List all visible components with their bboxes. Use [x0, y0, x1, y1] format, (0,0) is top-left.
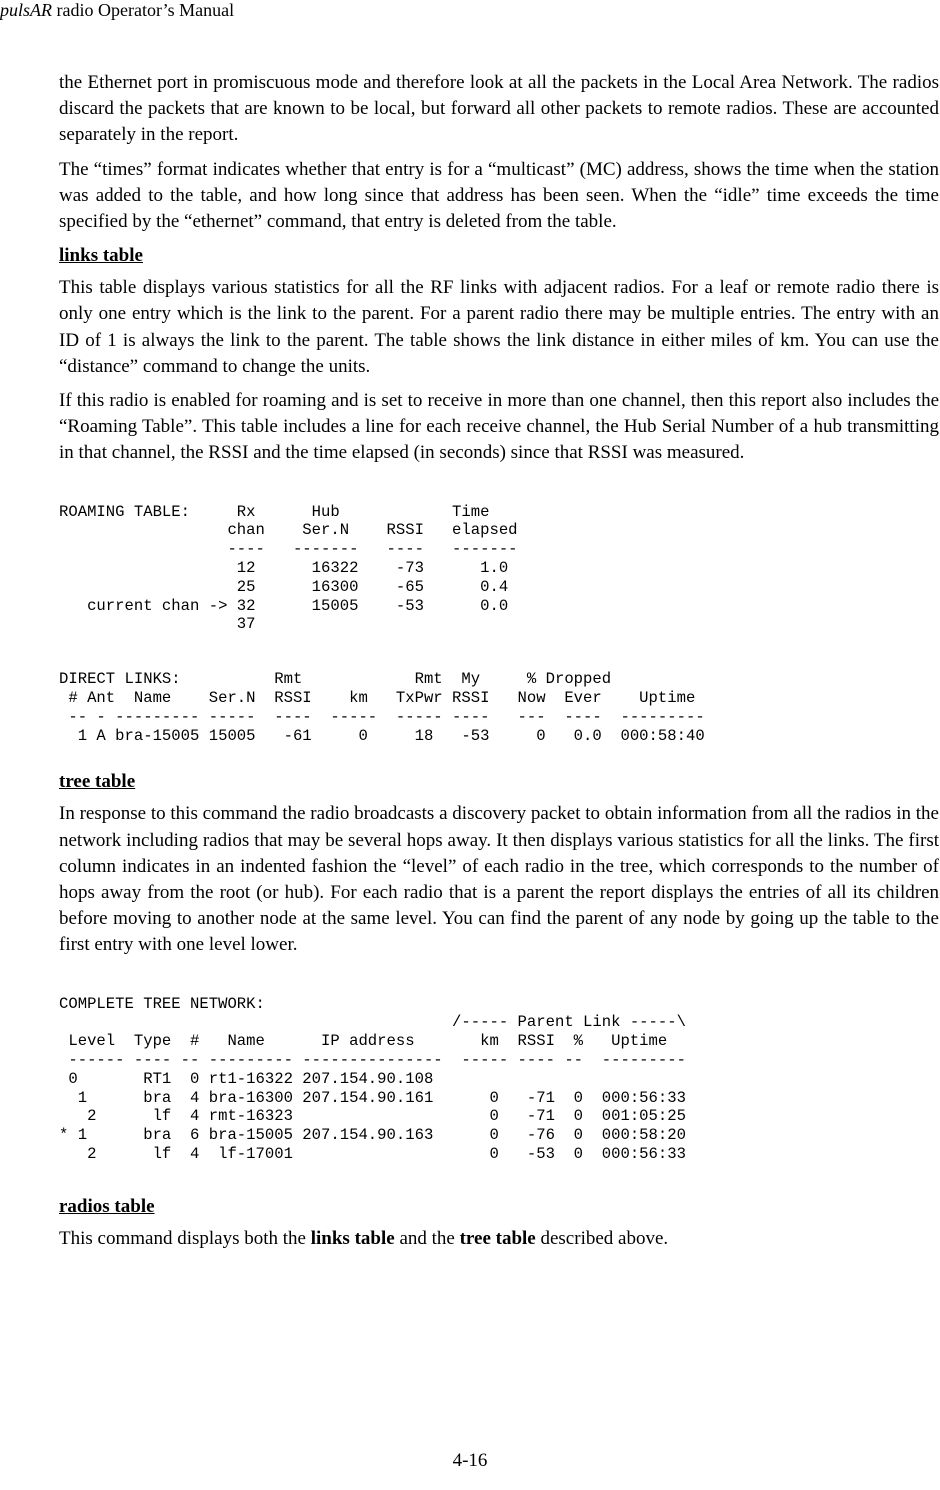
radios-text-before: This command displays both the	[59, 1227, 311, 1249]
spacer	[59, 967, 939, 995]
heading-tree-table: tree table	[59, 771, 136, 793]
paragraph-tree-table: In response to this command the radio broadcasts a discovery packet to obtain information from all the radios in the network including radios that may be several hops away. It then displays various statistics for all the links. The first column indicates in an indented fashion the “level” of each radio in the tree, which corresponds to the number of hops away from the root (or hub). For each radio that is a parent the report displays the entries of all its children before moving to another node at the same level. You can find the parent of any node by going up the table to the first entry with one level lower.	[59, 803, 939, 956]
radios-text-mid: and the	[394, 1227, 460, 1249]
spacer	[59, 745, 939, 769]
page-content	[59, 70, 939, 1260]
header-title: radio Operator’s Manual	[52, 0, 235, 20]
heading-links-table: links table	[59, 245, 143, 267]
paragraph-radios-table	[59, 1226, 939, 1252]
spacer	[59, 634, 939, 670]
roaming-table-output: ROAMING TABLE: Rx Hub Time chan Ser.N RSSI elapsed ---- ------- ---- ------- 12 16322 -73 1.0 25 16300 -65 0.4 current chan -> 32 15005 -53 0.0 37	[59, 502, 518, 634]
paragraph-times-format: The “times” format indicates whether that entry is for a “multicast” (MC) address, shows the time when the station was added to the table, and how long since that address has been seen. When the “idle” time exceeds the time specified by the “ethernet” command, that entry is deleted from the table.	[59, 158, 939, 233]
spacer	[59, 1164, 939, 1194]
paragraph-links-table: This table displays various statistics for all the RF links with adjacent radios. For a leaf or remote radio there is only one entry which is the link to the parent. For a parent radio there may be multiple entries. The entry with an ID of 1 is always the link to the parent. The table shows the link distance in either miles of km. You can use the “distance” command to change the units.	[59, 277, 939, 377]
paragraph-ethernet-promiscuous: the Ethernet port in promiscuous mode and therefore look at all the packets in the Local Area Network. The radios discard the packets that are known to be local, but forward all other packets to remote radios. These are accounted separately in the report.	[59, 72, 939, 146]
page-number: 4-16	[452, 1450, 488, 1471]
radios-text-after: described above.	[535, 1227, 669, 1249]
header-brand: pulsAR	[0, 0, 52, 20]
tree-network-output: COMPLETE TREE NETWORK: /----- Parent Link -----\ Level Type # Name IP address km RSSI % Uptime ------ ---- -- --------- --------------- ----- ---- -- --------- 0 RT1 0 rt1-16322 207.154.90.108 1 bra 4 bra-16300 207.154.90.161 0 -71 0 000:56:33 2 lf 4 rmt-16323 0 -71 0 001:05:25 * 1 bra 6 bra-15005 207.154.90.163 0 -76 0 000:58:20 2 lf 4 lf-17001 0 -53 0 000:56:33	[59, 994, 686, 1163]
spacer	[59, 475, 939, 503]
radios-text-links-table: links table	[310, 1227, 395, 1249]
paragraph-roaming: If this radio is enabled for roaming and is set to receive in more than one channel, then this report also includes the “Roaming Table”. This table includes a line for each receive channel, the Hub Serial Number of a hub transmitting in that channel, the RSSI and the time elapsed (in seconds) since that RSSI was measured.	[59, 390, 939, 464]
heading-radios-table: radios table	[59, 1195, 155, 1217]
radios-text-tree-table: tree table	[459, 1227, 536, 1249]
direct-links-output: DIRECT LINKS: Rmt Rmt My % Dropped # Ant Name Ser.N RSSI km TxPwr RSSI Now Ever Uptime -- - --------- ----- ---- ----- ----- ---- --- ---- --------- 1 A bra-15005 15005 -61 0 18 -53 0 0.0 000:58:40	[59, 670, 705, 745]
page-header	[0, 0, 234, 20]
